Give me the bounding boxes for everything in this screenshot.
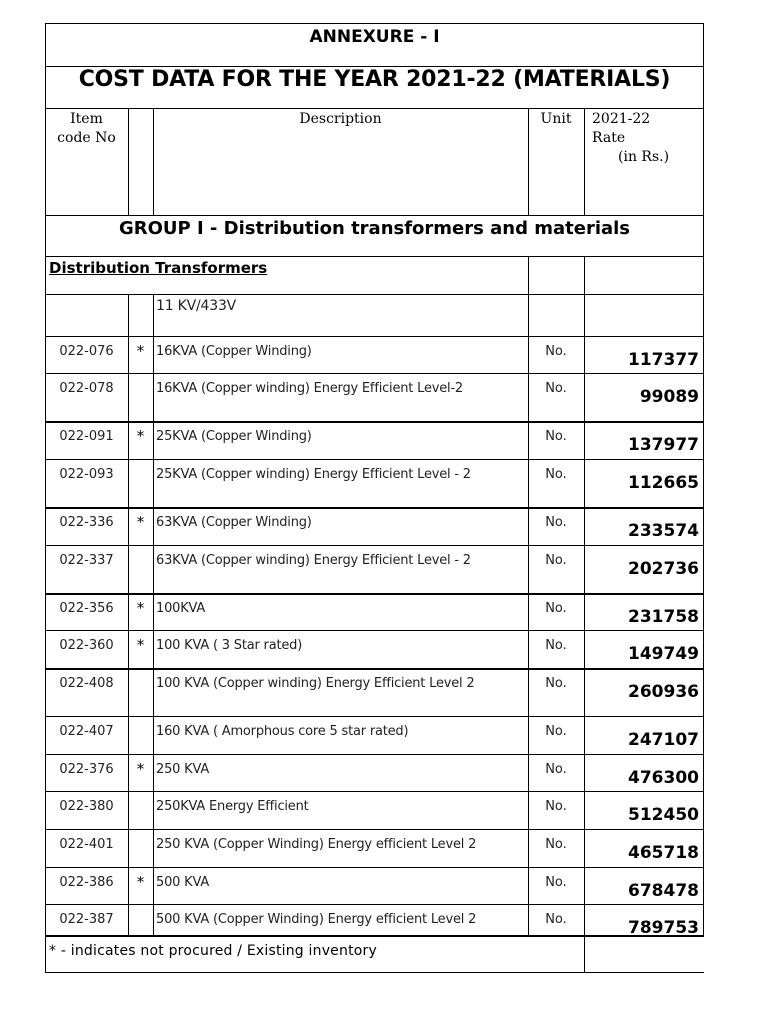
item-unit: No. — [545, 344, 567, 359]
row-divider — [45, 668, 704, 670]
border-bottom — [45, 972, 704, 973]
item-unit: No. — [545, 553, 567, 568]
row-divider — [45, 829, 704, 830]
header-unit: Unit — [540, 111, 572, 127]
row-divider — [45, 716, 704, 717]
header-item-code-line1: Item — [70, 111, 103, 127]
header-rate-line3: (in Rs.) — [618, 149, 670, 165]
header-rate — [592, 110, 702, 167]
item-description: 63KVA (Copper Winding) — [156, 515, 312, 530]
item-unit: No. — [545, 638, 567, 653]
item-rate: 231758 — [628, 607, 699, 627]
item-unit: No. — [545, 724, 567, 739]
item-code: 022-380 — [59, 799, 114, 814]
item-rate: 247107 — [628, 730, 699, 750]
item-code: 022-356 — [59, 601, 114, 616]
procurement-star: * — [136, 513, 145, 531]
procurement-star: * — [136, 599, 145, 617]
row-divider — [45, 421, 704, 423]
item-unit: No. — [545, 799, 567, 814]
header-rate-line2: Rate — [592, 130, 626, 146]
item-unit: No. — [545, 837, 567, 852]
border-title-bottom — [45, 108, 704, 109]
item-rate: 149749 — [628, 644, 699, 664]
item-rate: 465718 — [628, 843, 699, 863]
item-unit: No. — [545, 467, 567, 482]
item-code: 022-387 — [59, 912, 114, 927]
row-divider — [45, 593, 704, 595]
item-description: 250 KVA — [156, 762, 210, 777]
group-title: GROUP I - Distribution transformers and materials — [118, 218, 631, 239]
item-description: 500 KVA (Copper Winding) Energy efficient Level 2 — [156, 912, 477, 927]
border-voltage-bottom — [45, 336, 704, 337]
item-description: 25KVA (Copper Winding) — [156, 429, 312, 444]
annexure-label: ANNEXURE - I — [309, 27, 440, 47]
header-rate-line1: 2021-22 — [592, 111, 651, 127]
header-item-code — [45, 110, 128, 148]
item-code: 022-376 — [59, 762, 114, 777]
row-divider — [45, 904, 704, 905]
row-divider — [45, 507, 704, 509]
item-rate: 117377 — [628, 350, 699, 370]
item-rate: 678478 — [628, 881, 699, 901]
row-divider — [45, 630, 704, 631]
item-code: 022-386 — [59, 875, 114, 890]
item-unit: No. — [545, 676, 567, 691]
col-line-code-hdr — [128, 108, 129, 215]
row-divider — [45, 754, 704, 755]
item-code: 022-408 — [59, 676, 114, 691]
item-description: 250KVA Energy Efficient — [156, 799, 309, 814]
item-description: 100KVA — [156, 601, 206, 616]
header-item-code-line2: code No — [57, 130, 116, 146]
item-code: 022-401 — [59, 837, 114, 852]
row-divider — [45, 373, 704, 374]
row-divider — [45, 867, 704, 868]
item-rate: 512450 — [628, 805, 699, 825]
item-description: 63KVA (Copper winding) Energy Efficient Level - 2 — [156, 553, 471, 568]
item-unit: No. — [545, 381, 567, 396]
item-rate: 789753 — [628, 918, 699, 938]
item-description: 250 KVA (Copper Winding) Energy efficient Level 2 — [156, 837, 477, 852]
section-title: Distribution Transformers — [49, 259, 268, 277]
border-top — [45, 23, 704, 24]
header-description: Description — [299, 111, 382, 127]
item-code: 022-093 — [59, 467, 114, 482]
item-description: 16KVA (Copper winding) Energy Efficient Level-2 — [156, 381, 464, 396]
row-divider — [45, 935, 704, 937]
col-line-star — [153, 294, 154, 935]
procurement-star: * — [136, 342, 145, 360]
item-code: 022-336 — [59, 515, 114, 530]
item-unit: No. — [545, 762, 567, 777]
item-unit: No. — [545, 875, 567, 890]
procurement-star: * — [136, 636, 145, 654]
item-description: 100 KVA (Copper winding) Energy Efficient Level 2 — [156, 676, 475, 691]
item-description: 100 KVA ( 3 Star rated) — [156, 638, 303, 653]
row-divider — [45, 545, 704, 546]
item-rate: 202736 — [628, 559, 699, 579]
border-header-bottom — [45, 215, 704, 216]
item-rate: 137977 — [628, 435, 699, 455]
item-rate: 99089 — [639, 387, 699, 407]
item-description: 25KVA (Copper winding) Energy Efficient Level - 2 — [156, 467, 471, 482]
voltage-label: 11 KV/433V — [156, 298, 237, 314]
item-rate: 476300 — [628, 768, 699, 788]
page-title: COST DATA FOR THE YEAR 2021-22 (MATERIALS) — [78, 67, 671, 92]
item-description: 160 KVA ( Amorphous core 5 star rated) — [156, 724, 409, 739]
item-rate: 112665 — [628, 473, 699, 493]
row-divider — [45, 459, 704, 460]
row-divider — [45, 791, 704, 792]
item-unit: No. — [545, 429, 567, 444]
item-code: 022-337 — [59, 553, 114, 568]
procurement-star: * — [136, 873, 145, 891]
item-code: 022-407 — [59, 724, 114, 739]
item-unit: No. — [545, 912, 567, 927]
item-description: 500 KVA — [156, 875, 210, 890]
item-code: 022-078 — [59, 381, 114, 396]
item-rate: 260936 — [628, 682, 699, 702]
cost-data-sheet — [45, 23, 704, 972]
item-rate: 233574 — [628, 521, 699, 541]
item-code: 022-076 — [59, 344, 114, 359]
footnote: * - indicates not procured / Existing inventory — [49, 943, 377, 959]
item-unit: No. — [545, 601, 567, 616]
item-unit: No. — [545, 515, 567, 530]
border-right — [703, 23, 704, 935]
item-code: 022-360 — [59, 638, 114, 653]
procurement-star: * — [136, 760, 145, 778]
col-line-unit-hdr — [584, 108, 585, 215]
procurement-star: * — [136, 427, 145, 445]
item-description: 16KVA (Copper Winding) — [156, 344, 312, 359]
border-section-bottom — [45, 294, 704, 295]
border-group-bottom — [45, 256, 704, 257]
item-code: 022-091 — [59, 429, 114, 444]
